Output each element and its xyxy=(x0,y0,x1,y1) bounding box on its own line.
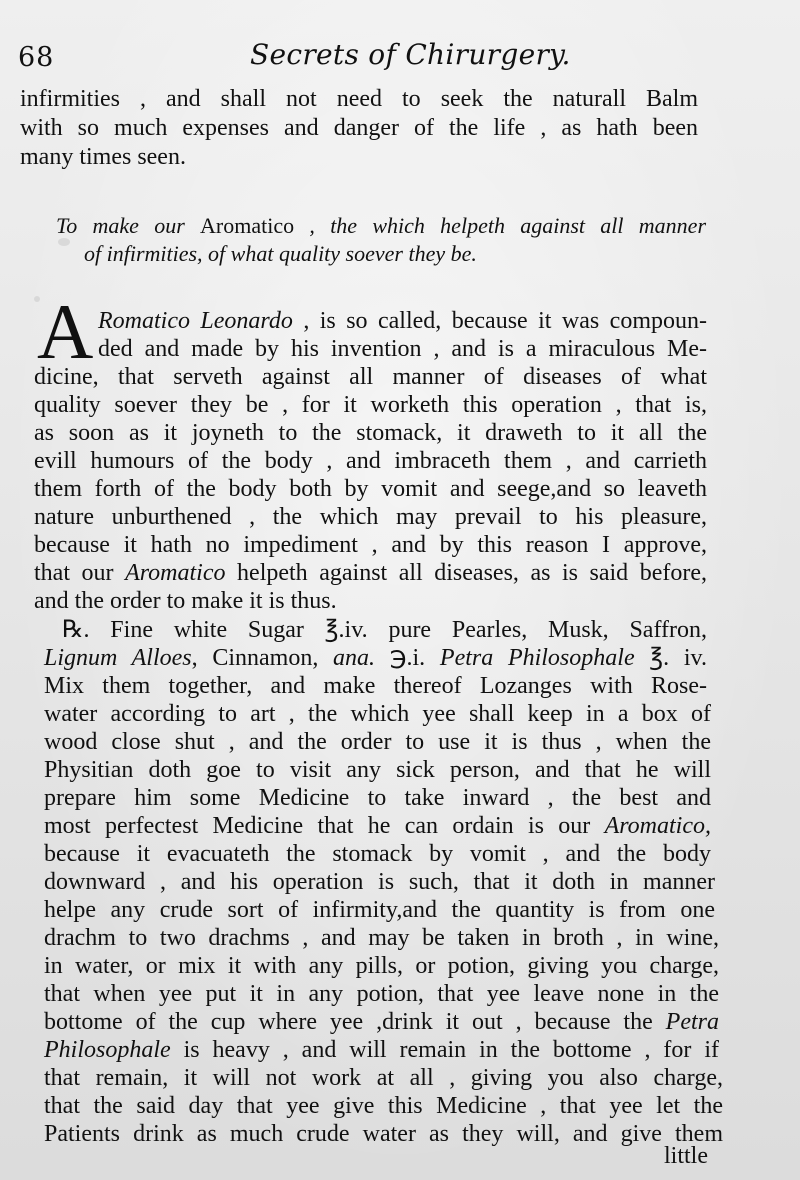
text-line: ℞. Fine white Sugar ℥.iv. pure Pearles, Musk, Saffron, xyxy=(62,617,707,643)
text-line: evill humours of the body , and imbraceth them , and carrieth xyxy=(34,448,707,474)
text-line: that when yee put it in any potion, that yee leave none in the xyxy=(44,981,719,1007)
text-line: Romatico Leonardo , is so called, because it was compoun- xyxy=(98,308,707,334)
text-line: bottome of the cup where yee ,drink it out , because the Petra xyxy=(44,1009,719,1035)
text-line: that remain, it will not work at all , giving you also charge, xyxy=(44,1065,723,1091)
text-line: water according to art , the which yee shall keep in a box of xyxy=(44,701,711,727)
heading-line: of infirmities, of what quality soever they be. xyxy=(84,241,477,266)
text-line: Lignum Alloes, Cinnamon, ana. ℈.i. Petra Philosophale ℥. iv. xyxy=(44,645,707,671)
text-line: infirmities , and shall not need to seek the naturall Balm xyxy=(20,86,698,112)
text-line: quality soever they be , for it worketh this operation , that is, xyxy=(34,392,707,418)
text-line: prepare him some Medicine to take inward , the best and xyxy=(44,785,711,811)
text-line: Physitian doth goe to visit any sick person, and that he will xyxy=(44,757,711,783)
text-line: with so much expenses and danger of the life , as hath been xyxy=(20,115,698,141)
text-line: as soon as it joyneth to the stomack, it draweth to it all the xyxy=(34,420,707,446)
text-line: them forth of the body both by vomit and seege,and so leaveth xyxy=(34,476,707,502)
catchword: little xyxy=(664,1143,708,1169)
text-line: because it hath no impediment , and by this reason I approve, xyxy=(34,532,707,558)
text-line: that our Aromatico helpeth against all diseases, as is said before, xyxy=(34,560,708,586)
text-line: many times seen. xyxy=(20,144,186,170)
text-line: Patients drink as much crude water as they will, and give them xyxy=(44,1121,723,1147)
drop-cap: A xyxy=(37,288,94,375)
text-line: downward , and his operation is such, that it doth in manner xyxy=(44,869,715,895)
text-line: in water, or mix it with any pills, or potion, giving you charge, xyxy=(44,953,719,979)
text-line: Philosophale is heavy , and will remain in the bottome , for if xyxy=(44,1037,719,1063)
page-number: 68 xyxy=(18,42,55,73)
text-line: that the said day that yee give this Medicine , that yee let the xyxy=(44,1093,723,1119)
running-title: Secrets of Chirurgery. xyxy=(250,38,571,71)
page-header xyxy=(0,34,800,78)
text-line: because it evacuateth the stomack by vomit , and the body xyxy=(44,841,711,867)
text-line: drachm to two drachms , and may be taken in broth , in wine, xyxy=(44,925,719,951)
text-line: wood close shut , and the order to use it is thus , when the xyxy=(44,729,711,755)
text-line: Mix them together, and make thereof Lozanges with Rose- xyxy=(44,673,707,699)
text-line: ded and made by his invention , and is a miraculous Me- xyxy=(98,336,707,362)
heading-line: To make our Aromatico , the which helpeth against all manner xyxy=(56,213,707,238)
text-line: dicine, that serveth against all manner of diseases of what xyxy=(34,364,707,390)
text-line: and the order to make it is thus. xyxy=(34,588,337,614)
text-line: nature unburthened , the which may prevail to his pleasure, xyxy=(34,504,707,530)
text-line: most perfectest Medicine that he can ordain is our Aromatico, xyxy=(44,813,711,839)
text-line: helpe any crude sort of infirmity,and the quantity is from one xyxy=(44,897,715,923)
